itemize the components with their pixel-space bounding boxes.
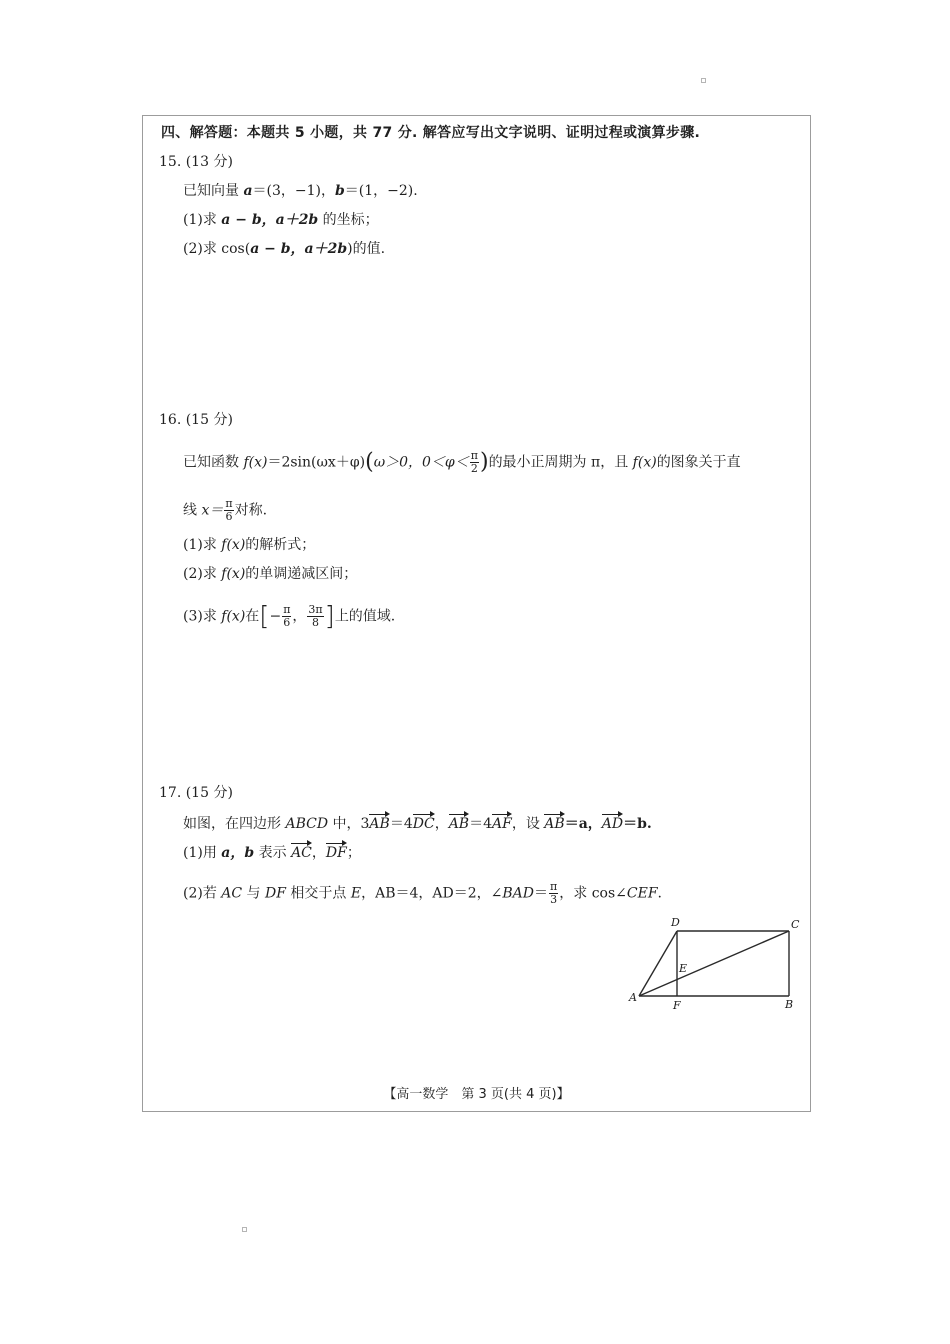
label-F: F <box>673 999 681 1012</box>
pi-over-6: $\frac{\pi}{6}$ <box>225 497 233 523</box>
page-footer: 【高一数学 第 3 页(共 4 页)】 <box>383 1087 570 1102</box>
q17-line1: 如图，在四边形 ABCD 中，3AB＝4DC，AB＝4AF，设 AB＝a，AD＝b. <box>183 813 652 833</box>
pi-over-3: $\frac{\pi}{3}$ <box>550 880 558 906</box>
q16-part3: (3)求 f(x)在[− $\frac{\pi}{6}$ ， $\frac{3\pi}{8}$ ]上的值域. <box>183 601 396 632</box>
q17-part1: (1)用 a，b 表示 AC，DF； <box>183 842 361 862</box>
q16-line2: 线 x＝ $\frac{\pi}{6}$ 对称. <box>183 497 268 523</box>
q15-part2: (2)求 cos(a − b，a＋2b)的值. <box>183 241 386 257</box>
q16-number: 16. (15 分) <box>159 412 233 428</box>
label-E: E <box>679 962 688 975</box>
q17-number: 17. (15 分) <box>159 785 233 801</box>
label-C: C <box>791 918 800 931</box>
q15-given: 已知向量 a＝(3，−1)，b＝(1，−2). <box>183 183 418 199</box>
exam-page <box>142 115 811 1112</box>
q16-line1: 已知函数 f(x)＝2sin(ωx＋φ)(ω＞0，0＜φ＜ $\frac{\pi}{2}$ )的最小正周期为 π，且 f(x)的图象关于直 <box>183 449 741 475</box>
q15-number: 15. (13 分) <box>159 154 233 170</box>
pi-over-6-neg: $\frac{\pi}{6}$ <box>283 603 291 629</box>
pi-over-2: $\frac{\pi}{2}$ <box>470 449 478 475</box>
q17-part2: (2)若 AC 与 DF 相交于点 E，AB＝4，AD＝2，∠BAD＝ $\frac{\pi}{3}$ ，求 cos∠CEF. <box>183 880 662 906</box>
side-AD <box>639 931 677 996</box>
q16-part1: (1)求 f(x)的解析式； <box>183 537 316 553</box>
quadrilateral-figure <box>623 911 803 1016</box>
diagonal-AC <box>639 931 789 996</box>
three-pi-over-8: $\frac{3\pi}{8}$ <box>308 603 323 629</box>
scan-corner-mark-bottom <box>242 1227 247 1232</box>
label-D: D <box>671 916 680 929</box>
label-B: B <box>785 998 794 1011</box>
scan-corner-mark-top <box>701 78 706 83</box>
q15-part1: (1)求 a − b，a＋2b 的坐标； <box>183 212 379 228</box>
label-A: A <box>629 991 637 1004</box>
section-header: 四、解答题：本题共 5 小题，共 77 分. 解答应写出文字说明、证明过程或演算步骤. <box>161 125 701 141</box>
q16-part2: (2)求 f(x)的单调递减区间； <box>183 566 358 582</box>
